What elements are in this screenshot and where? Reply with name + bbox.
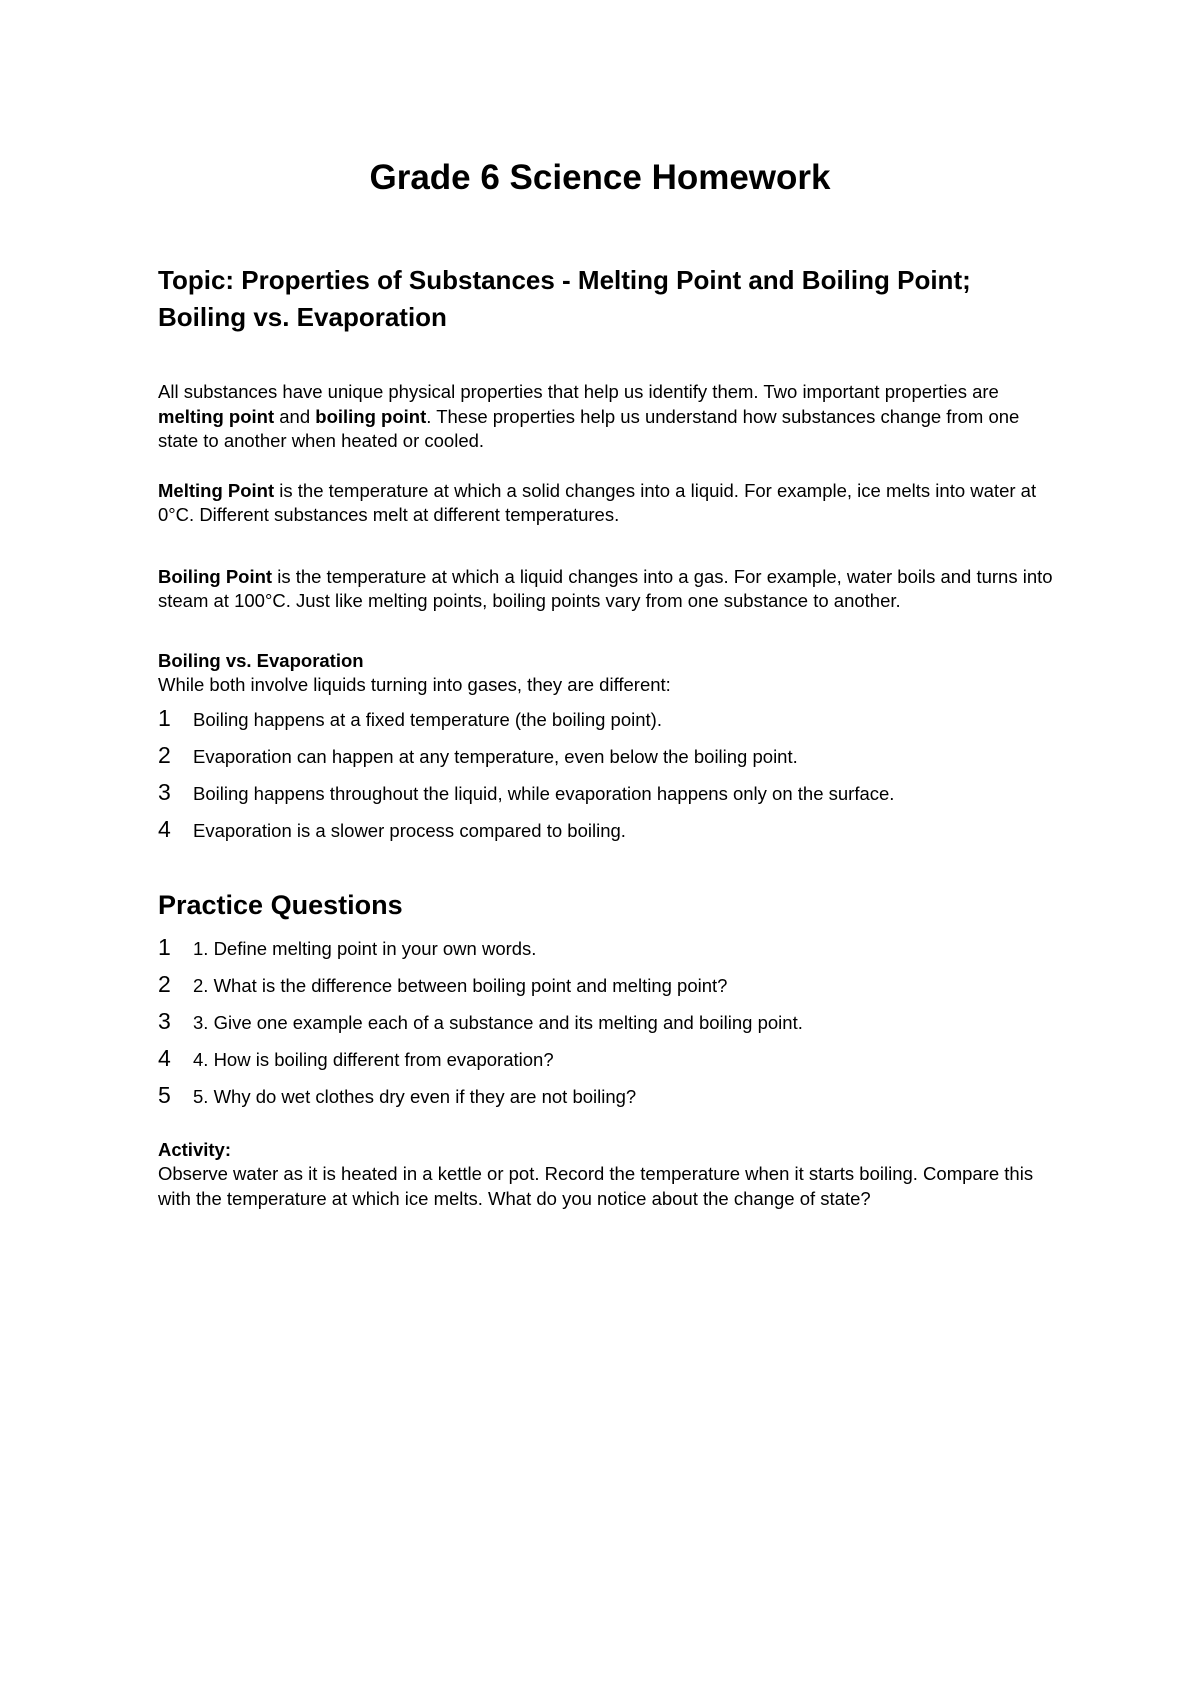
intro-text-2: and: [274, 405, 316, 427]
intro-paragraph: [158, 380, 1058, 454]
page-title: Grade 6 Science Homework: [369, 158, 831, 197]
differences-list: [158, 700, 1058, 848]
topic-heading: Topic: Properties of Substances - Melting Point and Boiling Point; Boiling vs. Evaporation: [158, 265, 971, 332]
boiling-vs-evaporation-heading: Boiling vs. Evaporation: [158, 649, 364, 671]
question-number: 4: [158, 1044, 171, 1071]
list-item-text: Boiling happens throughout the liquid, while evaporation happens only on the surface.: [193, 782, 895, 804]
list-item-text: Evaporation is a slower process compared to boiling.: [193, 819, 626, 841]
question-text: 4. How is boiling different from evaporation?: [193, 1048, 554, 1070]
question-text: 5. Why do wet clothes dry even if they are not boiling?: [193, 1085, 637, 1107]
boiling-point-term: Boiling Point: [158, 565, 273, 587]
list-item-number: 2: [158, 741, 171, 768]
boiling-point-text: is the temperature at which a liquid changes into a gas. For example, water boils and turns into steam at 100°C. Just like melting points, boiling points vary from one substance to another.: [158, 565, 1053, 611]
question-text: 1. Define melting point in your own words.: [193, 937, 537, 959]
question-item: [158, 1077, 1058, 1114]
question-number: 1: [158, 933, 171, 960]
melting-point-paragraph: [158, 479, 1058, 528]
question-number: 5: [158, 1081, 171, 1108]
document-body: [158, 262, 1058, 1211]
question-item: [158, 929, 1058, 966]
boiling-point-paragraph: [158, 565, 1058, 614]
melting-point-term: Melting Point: [158, 479, 275, 501]
list-item: [158, 811, 1058, 848]
boiling-vs-evaporation-intro: While both involve liquids turning into gases, they are different:: [158, 674, 671, 695]
question-number: 3: [158, 1007, 171, 1034]
list-item: [158, 700, 1058, 737]
question-item: [158, 966, 1058, 1003]
intro-text-3: . These properties help us understand how substances change from one state to another when heated or cooled.: [158, 405, 1020, 451]
list-item-number: 3: [158, 778, 171, 805]
practice-questions-heading: Practice Questions: [158, 889, 403, 920]
melting-point-text: is the temperature at which a solid changes into a liquid. For example, ice melts into water at 0°C. Different substances melt at different temperatures.: [158, 479, 1037, 525]
list-item-text: Evaporation can happen at any temperature, even below the boiling point.: [193, 745, 798, 767]
list-item: [158, 737, 1058, 774]
question-number: 2: [158, 970, 171, 997]
intro-term-melting-point: melting point: [158, 405, 275, 427]
question-item: [158, 1040, 1058, 1077]
intro-term-boiling-point: boiling point: [315, 405, 427, 427]
question-text: 2. What is the difference between boiling point and melting point?: [193, 974, 728, 996]
intro-text-1: All substances have unique physical properties that help us identify them. Two important properties are: [158, 381, 999, 402]
activity-text: Observe water as it is heated in a kettle or pot. Record the temperature when it starts boiling. Compare this with the temperature at which ice melts. What do you notice about the change of state?: [158, 1163, 1034, 1209]
practice-questions-list: [158, 929, 1058, 1114]
activity-heading: Activity:: [158, 1138, 231, 1160]
list-item: [158, 774, 1058, 811]
list-item-number: 4: [158, 815, 171, 842]
list-item-number: 1: [158, 704, 171, 731]
question-text: 3. Give one example each of a substance and its melting and boiling point.: [193, 1011, 803, 1033]
list-item-text: Boiling happens at a fixed temperature (the boiling point).: [193, 708, 662, 730]
question-item: [158, 1003, 1058, 1040]
